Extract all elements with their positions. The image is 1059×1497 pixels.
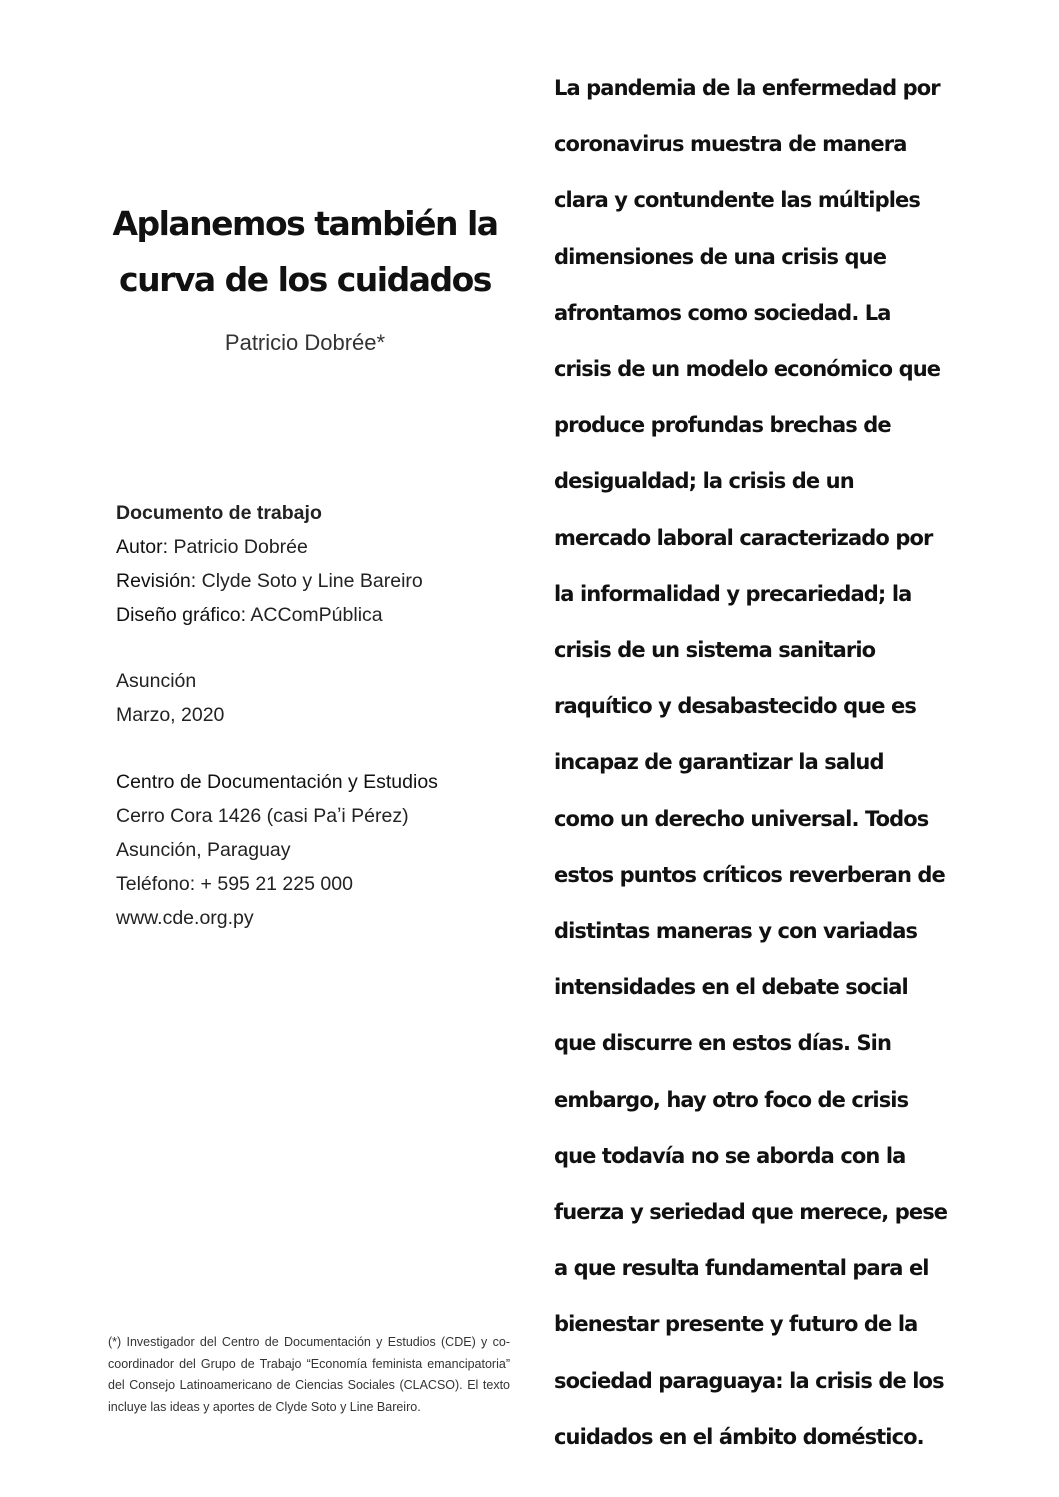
credit-author-value: Patricio Dobrée — [168, 536, 308, 558]
publication-date: Marzo, 2020 — [116, 704, 225, 726]
lead-line: afrontamos como sociedad. La — [554, 300, 891, 325]
credit-revision-label: Revisión: — [116, 570, 197, 592]
place-date-block — [116, 664, 224, 732]
lead-line: la informalidad y precariedad; la — [554, 581, 912, 606]
lead-line: coronavirus muestra de manera — [554, 132, 907, 157]
organization-website: www.cde.org.py — [116, 907, 254, 929]
lead-line: crisis de un modelo económico que — [554, 357, 941, 382]
lead-line: sociedad paraguaya: la crisis de los — [554, 1368, 944, 1393]
lead-line: La pandemia de la enfermedad por — [554, 76, 940, 100]
lead-line: que discurre en estos días. Sin — [554, 1031, 892, 1056]
document-type: Documento de trabajo — [116, 502, 322, 524]
organization-block — [116, 765, 438, 935]
lead-line: distintas maneras y con variadas — [554, 919, 918, 944]
author-footnote: (*) Investigador del Centro de Documentación y Estudios (CDE) y co-coordinador del Grupo de Trabajo “Economía feminista emancipatoria” del Consejo Latinoamericano de Ciencias Sociales (CLACSO). El texto incluye las ideas y aportes de Clyde Soto y Line Bareiro. — [108, 1335, 510, 1414]
lead-line: intensidades en el debate social — [554, 975, 908, 1000]
lead-line: produce profundas brechas de — [554, 413, 891, 438]
organization-name: Centro de Documentación y Estudios — [116, 771, 438, 793]
lead-line: clara y contundente las múltiples — [554, 188, 920, 213]
lead-line: a que resulta fundamental para el — [554, 1256, 929, 1281]
document-title — [108, 196, 502, 308]
lead-line: cuidados en el ámbito doméstico. — [554, 1424, 924, 1449]
organization-city: Asunción, Paraguay — [116, 839, 291, 861]
right-column — [554, 60, 964, 1465]
credit-author-label: Autor: — [116, 536, 169, 558]
lead-line: bienestar presente y futuro de la — [554, 1312, 918, 1337]
organization-phone: Teléfono: + 595 21 225 000 — [116, 873, 353, 895]
credits-block — [116, 496, 423, 632]
lead-line: estos puntos críticos reverberan de — [554, 862, 945, 887]
author-byline: Patricio Dobrée* — [224, 330, 386, 355]
lead-line: crisis de un sistema sanitario — [554, 638, 876, 663]
title-line: Aplanemos también la — [112, 204, 498, 243]
title-line: curva de los cuidados — [119, 260, 491, 299]
organization-address: Cerro Cora 1426 (casi Paʼi Pérez) — [116, 805, 409, 827]
lead-line: raquítico y desabastecido que es — [554, 694, 916, 719]
lead-line: mercado laboral caracterizado por — [554, 525, 933, 550]
lead-line: embargo, hay otro foco de crisis — [554, 1087, 909, 1112]
credit-design-row — [116, 598, 423, 632]
lead-line: dimensiones de una crisis que — [554, 244, 887, 269]
credit-design-value: ACComPública — [246, 604, 383, 626]
lead-line: fuerza y seriedad que merece, pese — [554, 1200, 948, 1225]
lead-line: que todavía no se aborda con la — [554, 1143, 906, 1168]
lead-line: como un derecho universal. Todos — [554, 806, 929, 831]
credit-revision-row — [116, 564, 423, 598]
publication-city: Asunción — [116, 670, 197, 692]
lead-line: desigualdad; la crisis de un — [554, 469, 854, 494]
lead-paragraph — [554, 60, 964, 1465]
credit-design-label: Diseño gráfico: — [116, 604, 247, 626]
credit-revision-value: Clyde Soto y Line Bareiro — [196, 570, 423, 592]
credit-author-row — [116, 530, 423, 564]
left-column — [108, 0, 518, 1497]
lead-line: incapaz de garantizar la salud — [554, 750, 884, 775]
